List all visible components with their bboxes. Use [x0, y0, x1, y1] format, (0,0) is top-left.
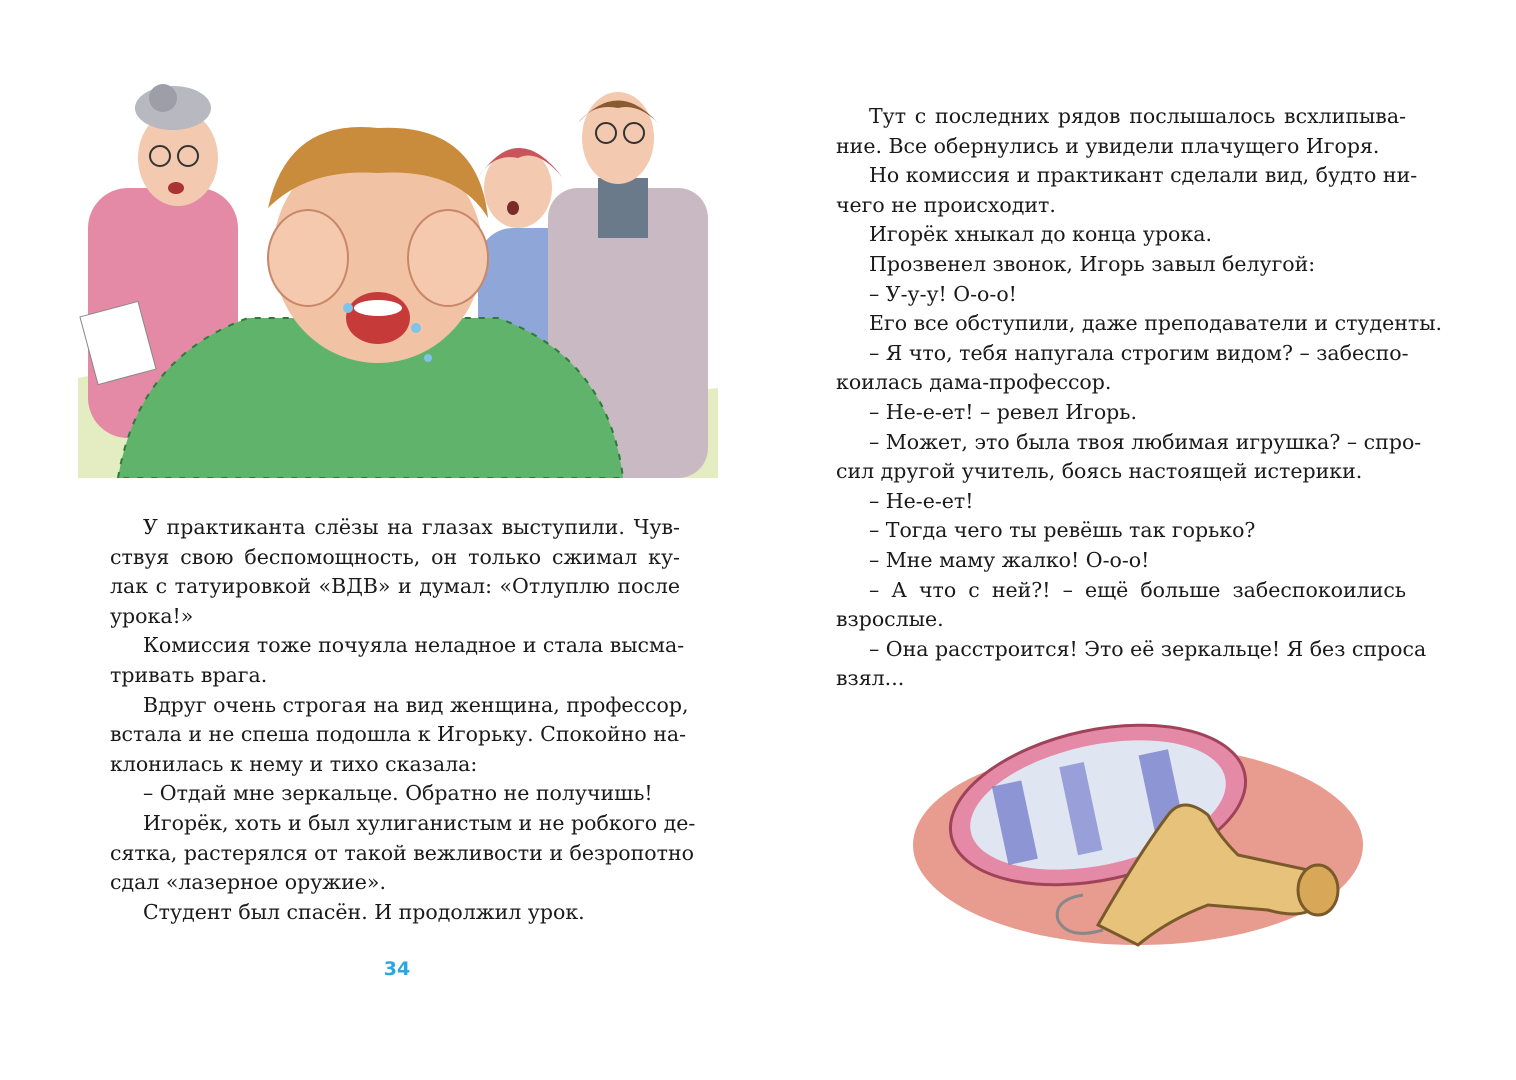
crying-boy-illustration — [78, 78, 718, 478]
text-line: чего не происходит. — [836, 192, 1056, 217]
text-line: коилась дама-профессор. — [836, 370, 1112, 395]
text-line: – Мне маму жалко! О-о-о! — [869, 547, 1150, 572]
right-page-text — [836, 102, 1443, 694]
text-line: ние. Все обернулись и увидели плачущего Игоря. — [836, 133, 1380, 158]
text-line: тривать врага. — [110, 662, 268, 687]
left-page-text — [110, 513, 696, 927]
text-line: Комиссия тоже почуяла неладное и стала высма- — [143, 633, 685, 658]
text-line: сятка, растерялся от такой вежливости и безропотно — [110, 840, 694, 865]
text-line: – Отдай мне зеркальце. Обратно не получишь! — [143, 781, 653, 806]
text-line: Вдруг очень строгая на вид женщина, профессор, — [143, 692, 689, 717]
text-line: – Не-е-ет! – ревел Игорь. — [869, 399, 1137, 424]
text-line: сдал «лазерное оружие». — [110, 870, 386, 895]
text-line: – Тогда чего ты ревёшь так горько? — [869, 518, 1256, 543]
text-line: Игорёк, хоть и был хулиганистым и не робкого де- — [143, 810, 696, 835]
text-line: – Не-е-ет! — [869, 488, 974, 513]
text-line: взял... — [836, 666, 905, 691]
text-line: Но комиссия и практикант сделали вид, будто ни- — [869, 163, 1418, 188]
text-line: Прозвенел звонок, Игорь завыл белугой: — [869, 251, 1316, 276]
text-line: Студент был спасён. И продолжил урок. — [143, 899, 585, 924]
text-line: – А что с ней?! – ещё больше забеспокоились — [869, 577, 1406, 602]
text-line: сил другой учитель, боясь настоящей истерики. — [836, 459, 1363, 484]
mirror-slingshot-illustration — [908, 705, 1368, 955]
text-line: – У-у-у! О-о-о! — [869, 281, 1017, 306]
text-line: У практиканта слёзы на глазах выступили. Чув- — [143, 515, 680, 539]
crying-boy-drawing — [78, 78, 718, 478]
text-line: – Я что, тебя напугала строгим видом? – забеспо- — [869, 340, 1409, 365]
page-number: 34 — [383, 958, 411, 980]
right-page — [758, 0, 1516, 1080]
text-line: урока!» — [110, 603, 194, 628]
text-line: – Она расстроится! Это её зеркальце! Я без спроса — [869, 636, 1427, 661]
text-line: Тут с последних рядов послышалось всхлипыва- — [869, 104, 1406, 128]
text-line: Игорёк хныкал до конца урока. — [869, 222, 1212, 247]
text-line: встала и не спеша подошла к Игорьку. Спокойно на- — [110, 722, 687, 747]
text-line: клонилась к нему и тихо сказала: — [110, 751, 478, 776]
text-line: ствуя свою беспомощность, он только сжимал ку- — [110, 544, 680, 569]
text-line: взрослые. — [836, 607, 944, 632]
text-line: Его все обступили, даже преподаватели и студенты. — [869, 311, 1443, 336]
text-line: лак с татуировкой «ВДВ» и думал: «Отлуплю после — [110, 574, 680, 599]
text-line: – Может, это была твоя любимая игрушка? – спро- — [869, 429, 1422, 454]
mirror-slingshot-drawing — [908, 705, 1368, 955]
